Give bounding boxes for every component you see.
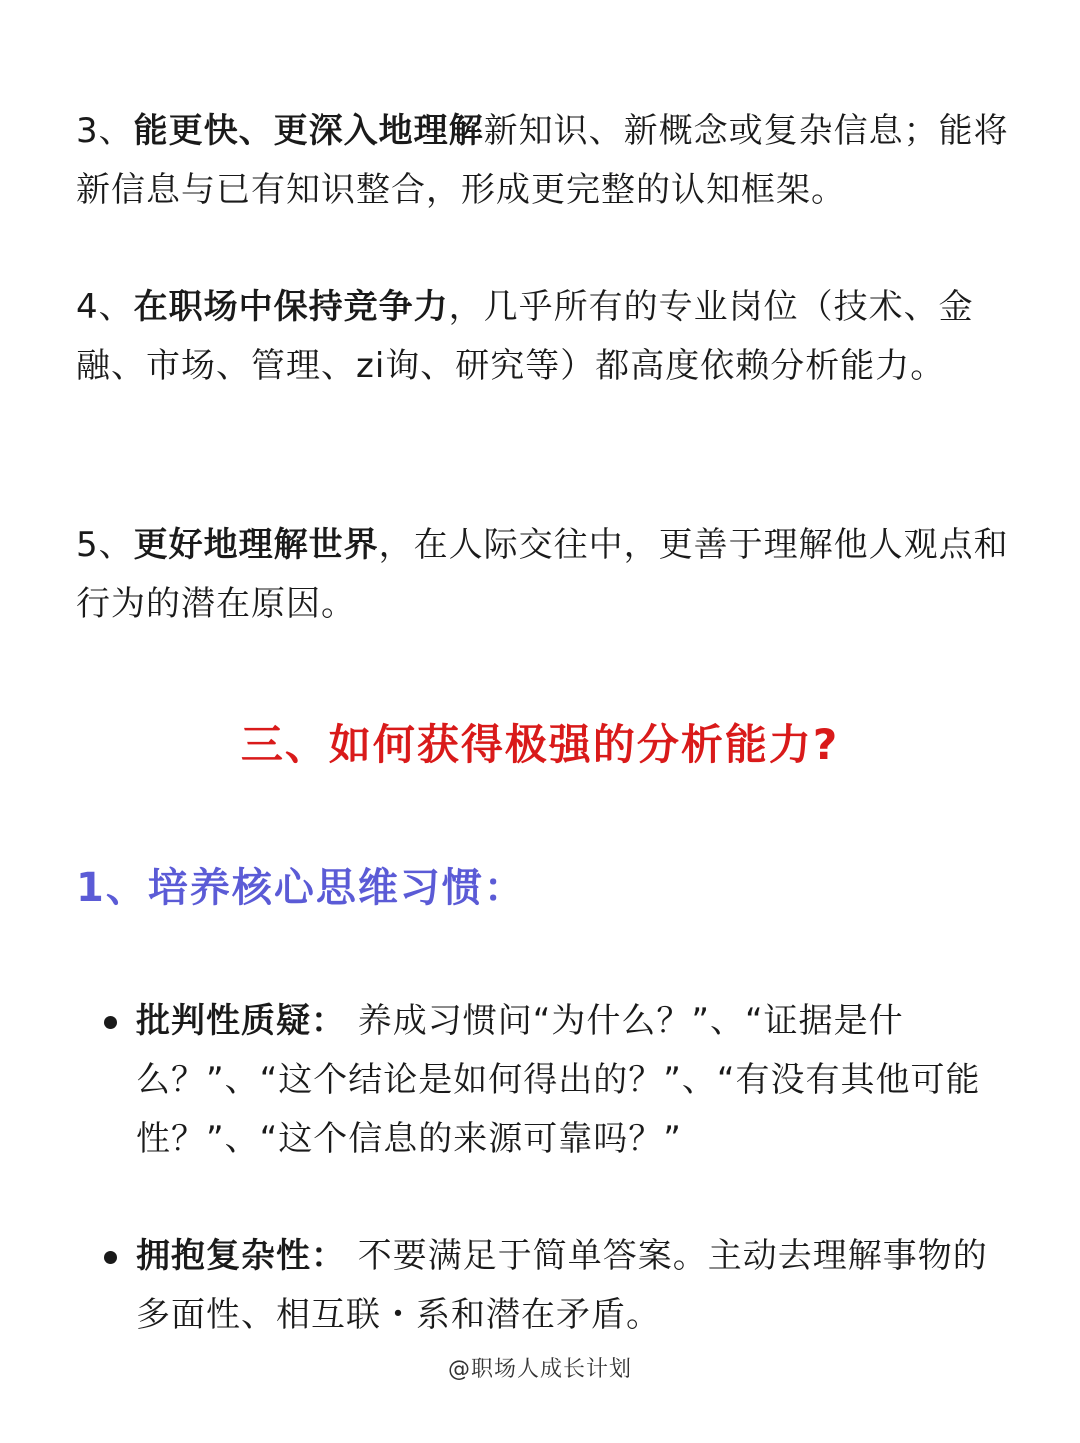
point-number: 3、: [76, 111, 134, 151]
paragraph-point-5: [76, 516, 1016, 634]
point-heading: 更好地理解世界: [133, 525, 379, 565]
point-heading: 能更快、更深入地理解: [133, 111, 484, 151]
bullet-item-critical-questioning: [136, 992, 1016, 1169]
section-title: 三、如何获得极强的分析能力?: [240, 720, 840, 769]
bullet-body: 不要满足于简单答案。主动去理解事物的多面性、相互联・系和潜在矛盾。: [136, 1236, 988, 1335]
sub-title: 1、培养核心思维习惯：: [76, 865, 526, 911]
footer-watermark: @职场人成长计划: [447, 1357, 632, 1382]
point-body: 新知识、新概念或复杂信息；能将新信息与已有知识整合，形成更完整的认知框架。: [76, 111, 1009, 210]
bullet-body: 养成习惯问“为什么？”、“证据是什么？”、“这个结论是如何得出的？”、“有没有其他可能性？”、“这个信息的来源可靠吗？”: [136, 1001, 981, 1159]
bullet-heading: 批判性质疑：: [136, 1001, 346, 1041]
paragraph-point-3: [76, 102, 1016, 220]
point-body: ，几乎所有的专业岗位（技术、金融、市场、管理、zi询、研究等）都高度依赖分析能力。: [76, 287, 974, 386]
bullet-item-embrace-complexity: [136, 1227, 1016, 1345]
point-body: ，在人际交往中，更善于理解他人观点和行为的潜在原因。: [76, 525, 1009, 624]
bullet-dot-icon: [104, 1251, 117, 1264]
paragraph-point-4: [76, 278, 1016, 396]
bullet-heading: 拥抱复杂性：: [136, 1236, 346, 1276]
point-number: 4、: [76, 287, 134, 327]
point-heading: 在职场中保持竞争力: [133, 287, 449, 327]
point-number: 5、: [76, 525, 134, 565]
bullet-dot-icon: [104, 1016, 117, 1029]
